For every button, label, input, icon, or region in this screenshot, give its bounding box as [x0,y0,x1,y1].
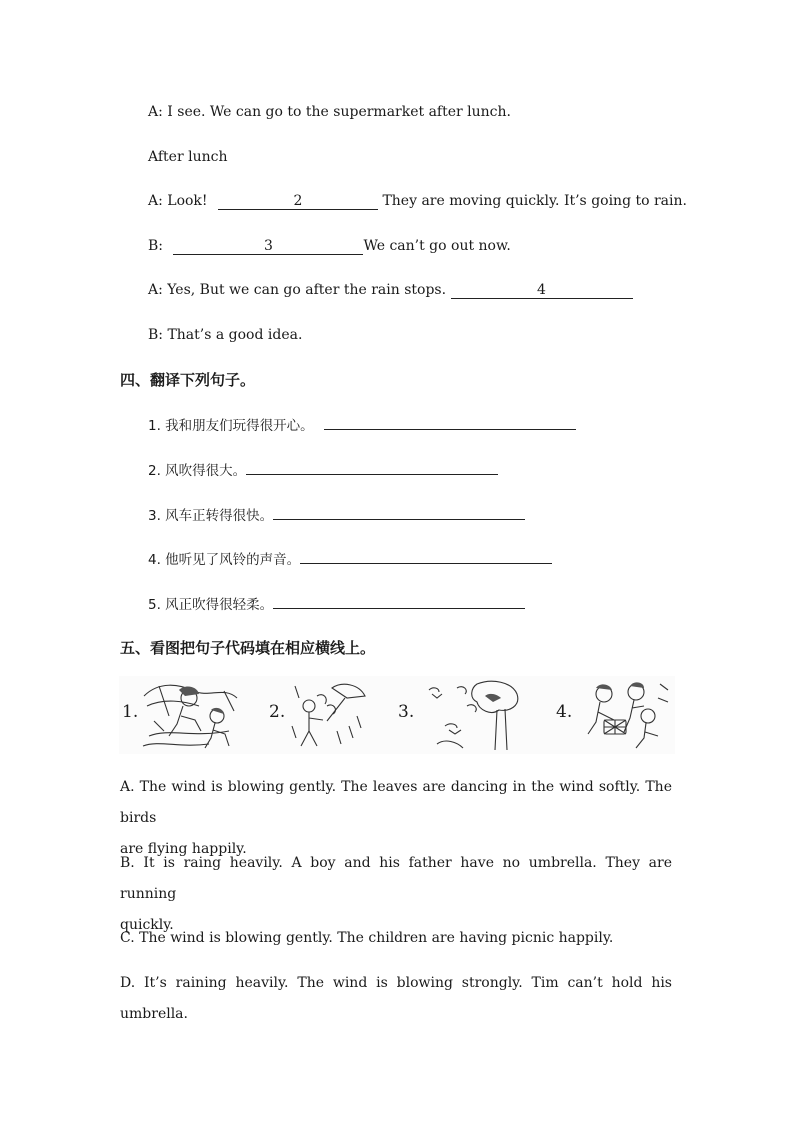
translation-item-1 [148,414,576,434]
dialogue-line-4 [148,237,511,255]
translation-blank-2[interactable] [246,460,498,475]
dialogue-line-5-start: A: Yes, But we can go after the rain stops. [148,282,451,298]
picnic-children-illustration [574,676,672,754]
dialogue-line-4-end: We can’t go out now. [363,238,511,254]
translation-item-2-text: 2. 风吹得很大。 [148,463,247,479]
option-c [120,923,672,954]
translation-item-4 [148,548,552,568]
translation-blank-4[interactable] [300,549,552,564]
picture-strip [119,676,675,754]
dialogue-line-5 [148,281,633,299]
storm-running-illustration [139,676,241,754]
dialogue-line-3-start: A: Look! [148,193,212,209]
picture-number-3: 3. [398,702,415,722]
translation-item-2 [148,459,498,479]
dialogue-line-1: A: I see. We can go to the supermarket after lunch. [148,104,511,120]
picture-number-2: 2. [269,702,286,722]
section-4-title: 四、翻译下列句子。 [120,371,256,389]
translation-blank-1[interactable] [324,415,576,430]
section-5-title: 五、看图把句子代码填在相应横线上。 [120,639,376,657]
answer-blank-3[interactable]: 3 [173,239,363,255]
option-b-line-2: quickly. [120,917,174,933]
option-c-line-1: C. The wind is blowing gently. The children are having picnic happily. [120,930,614,946]
dialogue-line-2: After lunch [148,149,228,165]
option-b-line-1: B. It is raing heavily. A boy and his father have no umbrella. They are running [120,855,672,902]
translation-item-4-text: 4. 他听见了风铃的声音。 [148,552,301,568]
dialogue-line-4-start: B: [148,238,168,254]
translation-item-3-text: 3. 风车正转得很快。 [148,508,274,524]
dialogue-line-6: B: That’s a good idea. [148,327,303,343]
option-d-line-1: D. It’s raining heavily. The wind is blowing strongly. Tim can’t hold his umbrella. [120,975,672,1022]
tree-birds-illustration [417,676,527,754]
option-a-line-1: A. The wind is blowing gently. The leaves are dancing in the wind softly. The birds [120,779,672,826]
translation-item-3 [148,504,525,524]
picture-number-4: 4. [556,702,573,722]
translation-blank-5[interactable] [273,594,525,609]
answer-blank-2[interactable]: 2 [218,194,378,210]
dialogue-line-3 [148,192,687,210]
translation-item-1-text: 1. 我和朋友们玩得很开心。 [148,418,318,434]
translation-blank-3[interactable] [273,505,525,520]
answer-blank-4[interactable]: 4 [451,283,633,299]
umbrella-wind-illustration [287,676,369,754]
picture-number-1: 1. [122,702,139,722]
translation-item-5-text: 5. 风正吹得很轻柔。 [148,597,274,613]
option-d [120,968,672,1030]
translation-item-5 [148,593,525,613]
dialogue-line-3-end: They are moving quickly. It’s going to rain. [378,193,687,209]
option-a-line-2: are flying happily. [120,841,247,857]
